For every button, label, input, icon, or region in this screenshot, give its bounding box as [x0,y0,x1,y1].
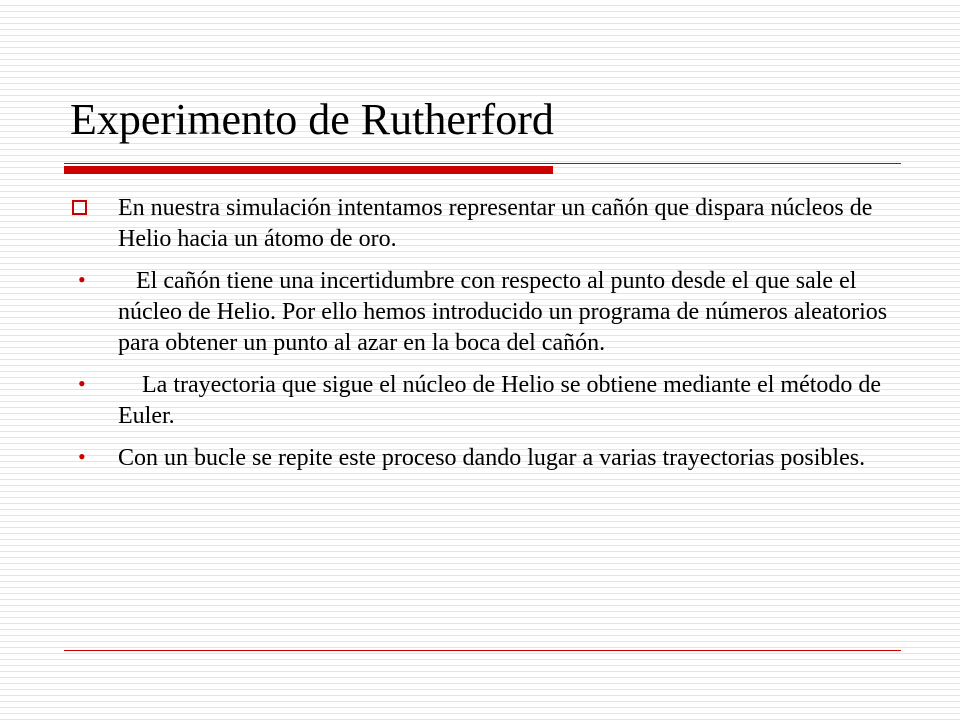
dot-bullet-icon: • [78,444,86,469]
bullet-item [70,266,910,359]
square-bullet-icon [72,200,87,215]
bullet-item [70,193,910,255]
title-underline-thick [64,166,553,174]
dot-bullet-icon: • [78,267,86,292]
bullet-list [70,193,910,485]
dot-bullet-icon: • [78,371,86,396]
footer-rule [64,650,901,651]
title-underline-thin [64,163,901,164]
bullet-text: En nuestra simulación intentamos representar un cañón que dispara núcleos de Helio hacia un átomo de oro. [118,195,879,252]
bullet-text: La trayectoria que sigue el núcleo de Helio se obtiene mediante el método de Euler. [118,372,888,429]
bullet-text: El cañón tiene una incertidumbre con respecto al punto desde el que sale el núcleo de Helio. Por ello hemos introducido un programa de números aleatorios para obtener un punto al azar en la boca del cañón. [118,268,894,356]
bullet-item [70,443,910,474]
slide-title: Experimento de Rutherford [70,95,554,144]
bullet-item [70,370,910,432]
bullet-text: Con un bucle se repite este proceso dando lugar a varias trayectorias posibles. [118,445,866,471]
